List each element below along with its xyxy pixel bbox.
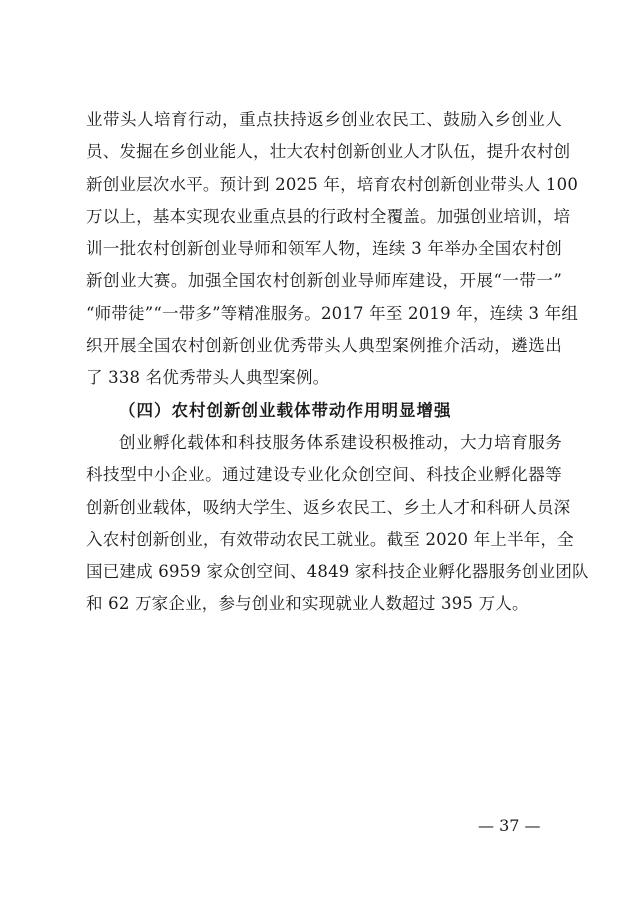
paragraph-line: 科技型中小企业。通过建设专业化众创空间、科技企业孵化器等 <box>86 465 562 485</box>
paragraph-1 <box>86 104 579 395</box>
paragraph-line: 员、发掘在乡创业能人，壮大农村创新创业人才队伍，提升农村创 <box>86 142 571 162</box>
page-number: — 37 — <box>478 816 541 835</box>
paragraph-line: 创业孵化载体和科技服务体系建设积极推动，大力培育服务 <box>119 432 562 452</box>
paragraph-2 <box>86 427 589 621</box>
paragraph-line: 织开展全国农村创新创业优秀带头人典型案例推介活动，遴选出 <box>86 336 562 356</box>
paragraph-line: 业带头人培育行动，重点扶持返乡创业农民工、鼓励入乡创业人 <box>86 110 562 129</box>
paragraph-line: 入农村创新创业，有效带动农民工就业。截至 2020 年上半年，全 <box>86 529 574 549</box>
paragraph-line: 国已建成 6959 家众创空间、4849 家科技企业孵化器服务创业团队 <box>86 562 589 582</box>
paragraph-line: 万以上，基本实现农业重点县的行政村全覆盖。加强创业培训，培 <box>86 206 571 226</box>
page-content <box>86 104 589 621</box>
paragraph-line: 和 62 万家企业，参与创业和实现就业人数超过 395 万人。 <box>86 594 529 614</box>
section-heading: （四）农村创新创业载体带动作用明显增强 <box>119 400 452 420</box>
paragraph-line: 了 338 名优秀带头人典型案例。 <box>86 368 330 388</box>
paragraph-line: 新创业大赛。加强全国农村创新创业导师库建设，开展“一带一” <box>86 271 562 291</box>
paragraph-line: 训一批农村创新创业导师和领军人物，连续 3 年举办全国农村创 <box>86 239 562 259</box>
paragraph-line: “师带徒”“一带多”等精准服务。2017 年至 2019 年，连续 3 年组 <box>86 303 579 323</box>
paragraph-line: 创新创业载体，吸纳大学生、返乡农民工、乡土人才和科研人员深 <box>86 497 571 517</box>
paragraph-line: 新创业层次水平。预计到 2025 年，培育农村创新创业带头人 100 <box>86 174 579 194</box>
